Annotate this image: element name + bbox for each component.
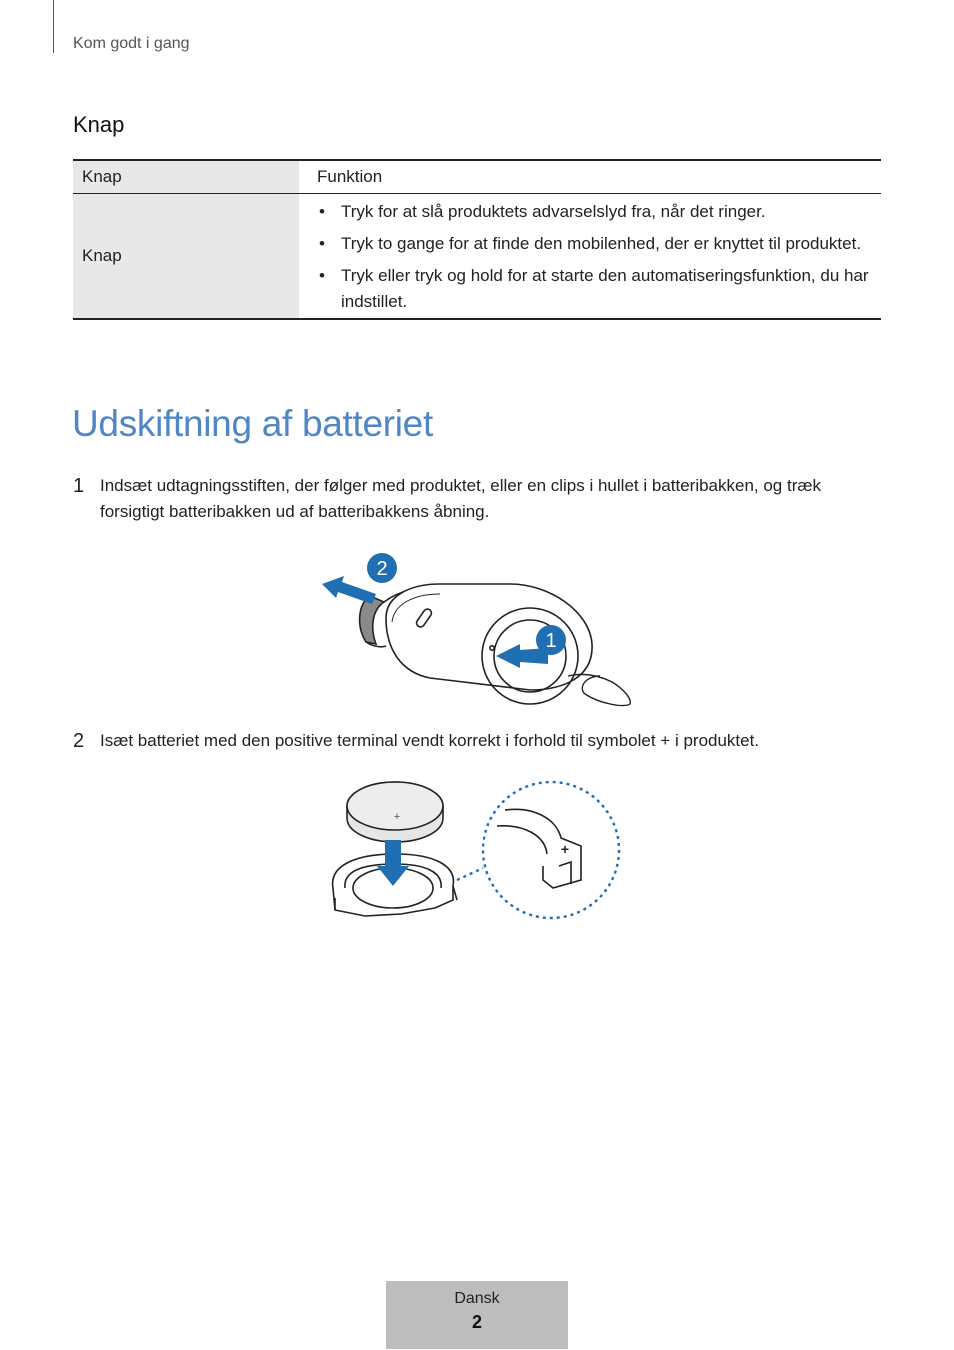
page-footer <box>386 1281 568 1349</box>
tray-removal-illustration <box>300 548 640 710</box>
section-title-knap: Knap <box>73 112 125 137</box>
table-cell-button-label: Knap <box>73 194 299 320</box>
callout-2-label: 2 <box>376 558 388 580</box>
step-text: Isæt batteriet med den positive terminal vendt korrekt i forhold til symbolet + i produktet. <box>100 731 760 750</box>
pull-arrow <box>322 576 376 604</box>
table-header-function: Funktion <box>299 160 881 194</box>
running-header: Kom godt i gang <box>73 35 190 52</box>
function-item: • Tryk to gange for at finde den mobilenhed, der er knyttet til produktet. <box>317 231 871 257</box>
table-row <box>73 194 881 320</box>
function-list <box>317 199 871 315</box>
table-cell-functions <box>299 194 881 320</box>
step-2 <box>73 728 873 754</box>
callout-1-label: 1 <box>545 630 557 652</box>
battery-insertion-illustration <box>325 770 625 930</box>
tray-plus-symbol: + <box>560 841 570 857</box>
margin-line <box>53 0 54 53</box>
function-item: • Tryk for at slå produktets advarselslyd fra, når det ringer. <box>317 199 871 225</box>
page-number: 2 <box>471 1312 482 1332</box>
step-text: Indsæt udtagningsstiften, der følger med produktet, eller en clips i hullet i batteribakken, og træk forsigtigt batteribakken ud af batteribakkens åbning. <box>100 476 821 521</box>
battery-plus-symbol: + <box>393 811 401 823</box>
step-number: 1 <box>73 475 85 497</box>
step-number: 2 <box>73 730 85 752</box>
page-title: Udskiftning af batteriet <box>72 403 433 444</box>
footer-language: Dansk <box>454 1290 500 1307</box>
function-item: • Tryk eller tryk og hold for at starte den automatiseringsfunktion, du har indstillet. <box>317 263 871 315</box>
step-1 <box>73 473 873 525</box>
button-function-table <box>73 159 881 320</box>
table-header-button: Knap <box>73 160 299 194</box>
